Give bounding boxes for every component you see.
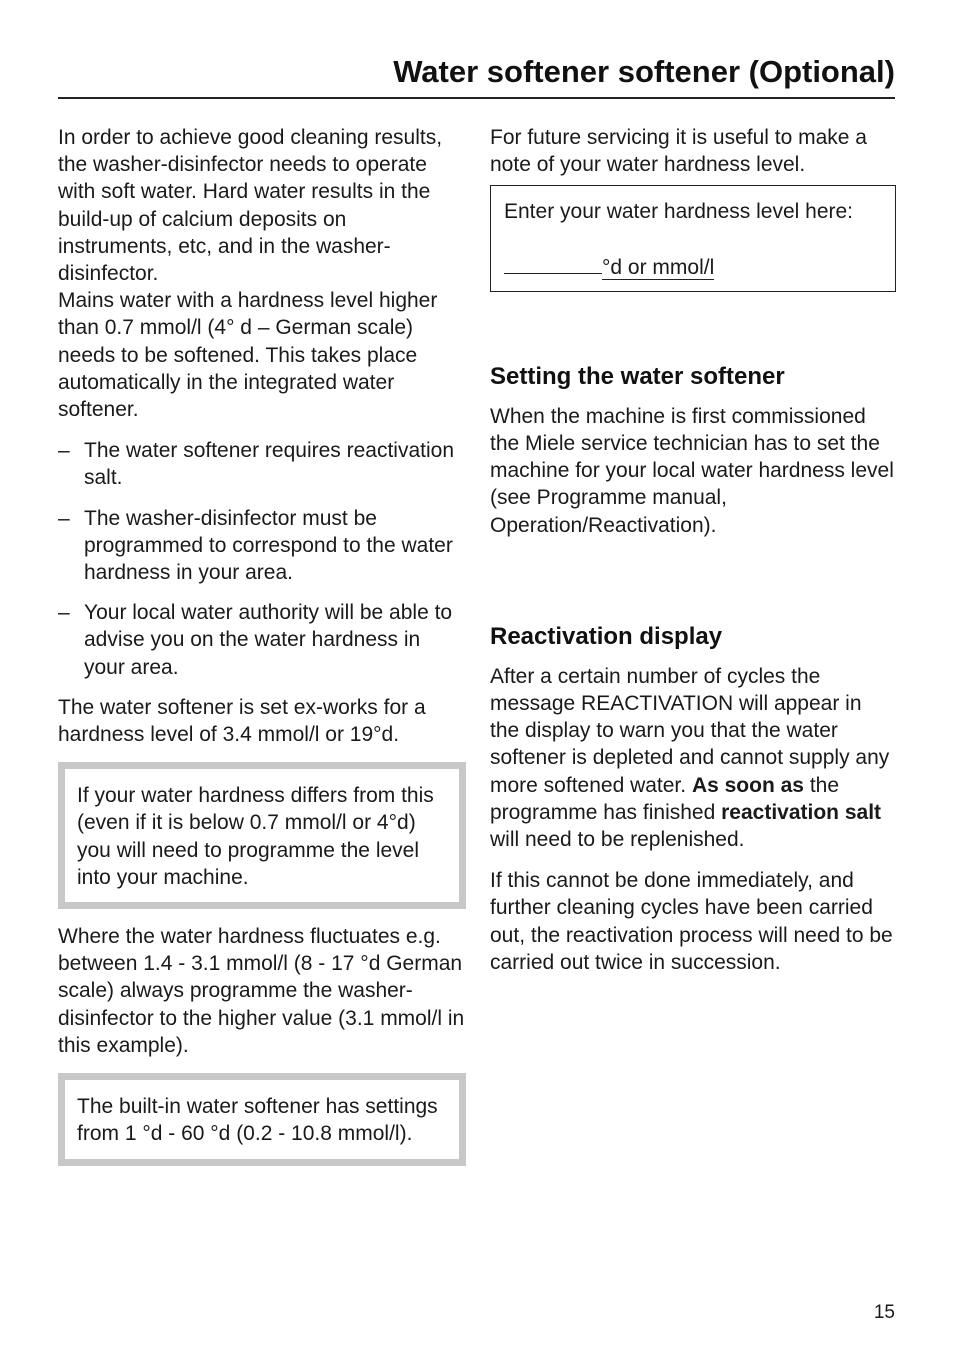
list-item-text: The washer-disinfector must be programmed to correspond to the water hardness in your area. — [84, 506, 453, 585]
hardness-entry-box — [490, 185, 896, 291]
setting-heading: Setting the water softener — [490, 362, 785, 390]
note-text: If your water hardness differs from this (even if it is below 0.7 mmol/l or 4°d) you will need to programme the level into your machine. — [77, 784, 434, 889]
page-title: Water softener softener (Optional) — [393, 54, 895, 89]
reactivation-twice-paragraph: If this cannot be done immediately, and further cleaning cycles have been carried out, the reactivation process will need to be carried out twice in succession. — [490, 869, 893, 974]
reactivation-text: the programme has finished — [490, 773, 840, 824]
list-item-text: Your local water authority will be able to advise you on the water hardness in your area. — [84, 601, 453, 679]
dash-bullet: – — [58, 601, 70, 625]
hardness-unit: °d or mmol/l — [602, 255, 715, 279]
list-item — [58, 505, 466, 587]
requirements-list — [58, 437, 466, 681]
blank-field — [504, 253, 602, 274]
emphasis-as-soon-as: As soon as — [691, 773, 804, 797]
emphasis-reactivation-salt: reactivation salt — [721, 800, 882, 824]
reactivation-text: will need to be replenished. — [490, 828, 745, 852]
note-text: The built-in water softener has settings from 1 °d - 60 °d (0.2 - 10.8 mmol/l). — [77, 1095, 438, 1146]
title-divider — [58, 97, 895, 99]
page-number: 15 — [873, 1302, 895, 1323]
setting-paragraph: When the machine is first commissioned the Miele service technician has to set the machine for your local water hardness level (see Programme manual, Operation/Reactivation). — [490, 404, 894, 537]
hardness-threshold-paragraph: Mains water with a hardness level higher than 0.7 mmol/l (4° d – German scale) needs to be softened. This takes place automatically in the integrated water softener. — [58, 289, 438, 422]
left-column — [58, 124, 466, 1166]
list-item-text: The water softener requires reactivation salt. — [84, 439, 455, 490]
reactivation-paragraph — [490, 663, 896, 853]
dash-bullet: – — [58, 506, 70, 530]
note-box-settings-range — [58, 1073, 466, 1165]
dash-bullet: – — [58, 439, 70, 463]
servicing-paragraph: For future servicing it is useful to make a note of your water hardness level. — [490, 126, 867, 177]
reactivation-text: After a certain number of cycles the message REACTIVATION will appear in the display to warn you that the water softener is depleted and cannot supply any more softened water. — [490, 664, 890, 797]
reactivation-heading: Reactivation display — [490, 622, 723, 650]
list-item — [58, 437, 466, 491]
right-column — [490, 124, 896, 976]
note-box-programme — [58, 762, 466, 909]
list-item — [58, 599, 466, 681]
ex-works-paragraph: The water softener is set ex-works for a hardness level of 3.4 mmol/l or 19°d. — [58, 695, 426, 747]
hardness-entry-label: Enter your water hardness level here: — [504, 200, 854, 224]
hardness-entry-line — [504, 253, 883, 281]
fluctuation-paragraph: Where the water hardness fluctuates e.g. between 1.4 - 3.1 mmol/l (8 - 17 °d German scale) always programme the washer-disinfector to the higher value (3.1 mmol/l in this example). — [58, 925, 465, 1057]
intro-paragraph: In order to achieve good cleaning results, the washer-disinfector needs to operate with soft water. Hard water results in the build-up of calcium deposits on instruments, etc, and in the washer-disinfector. — [58, 126, 443, 286]
